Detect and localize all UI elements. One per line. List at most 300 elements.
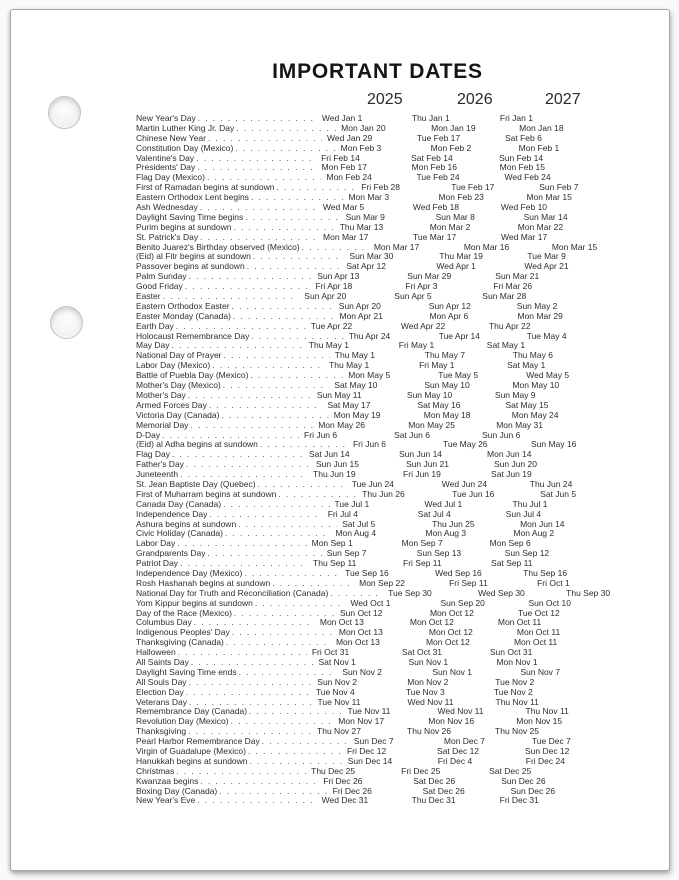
table-row — [136, 589, 619, 599]
holiday-name: All Saints Day — [136, 657, 189, 667]
date-2027: Fri Jan 1 — [499, 114, 533, 123]
date-2027: Sun Feb 7 — [539, 183, 579, 193]
date-2025: Fri Dec 26 — [332, 786, 372, 796]
holiday-name: Ash Wednesday — [136, 203, 198, 213]
date-2027: Mon Oct 11 — [497, 618, 542, 628]
holiday-name: Independence Day — [136, 509, 208, 519]
dot-leader — [188, 391, 312, 401]
dot-leader — [163, 292, 300, 302]
date-2027: Mon Jan 18 — [519, 123, 564, 133]
table-row — [136, 520, 619, 530]
date-2026: Tue Feb 17 — [451, 183, 495, 193]
dot-leader — [260, 440, 348, 450]
table-row — [136, 698, 619, 708]
date-2027: Fri Mar 26 — [493, 282, 533, 292]
date-2027: Mon Jun 14 — [520, 519, 565, 529]
date-2027: Mon Mar 15 — [551, 242, 598, 252]
holiday-name: St. Patrick's Day — [136, 232, 199, 242]
date-2025: Thu Mar 13 — [339, 222, 384, 232]
date-2025: Tue Apr 22 — [310, 321, 353, 331]
table-row — [136, 539, 619, 549]
dot-leader — [232, 302, 334, 312]
dot-leader — [196, 154, 316, 164]
date-2026: Sat Dec 12 — [436, 747, 480, 756]
holiday-name: Juneteenth — [136, 470, 179, 480]
date-2026: Tue Feb 24 — [416, 173, 460, 183]
dot-leader — [278, 490, 357, 500]
date-2026: Mon Oct 12 — [425, 638, 470, 648]
date-2027: Sun Dec 12 — [524, 747, 570, 756]
holiday-name: Eastern Orthodox Easter — [136, 301, 230, 311]
holiday-name: Victoria Day (Canada) — [136, 410, 220, 420]
date-2026: Wed Nov 11 — [437, 707, 484, 717]
date-2026: Sat Oct 31 — [401, 648, 443, 658]
date-2025: Fri Jun 6 — [352, 440, 387, 450]
dot-leader — [226, 638, 331, 648]
date-2025: Sat Apr 12 — [346, 262, 387, 272]
date-2026: Sun Jun 21 — [405, 460, 449, 470]
holiday-name: Virgin of Guadalupe (Mexico) — [136, 747, 246, 756]
dot-leader — [223, 381, 330, 391]
table-row — [136, 361, 619, 371]
date-2025: Thu Sep 11 — [313, 559, 357, 569]
date-2027: Sat May 15 — [505, 400, 549, 410]
date-2025: Fri Feb 14 — [321, 153, 360, 163]
date-2027: Sun Sep 12 — [504, 549, 550, 559]
holiday-name: Labor Day — [136, 539, 176, 549]
date-2026: Sun Nov 1 — [432, 667, 473, 677]
table-row — [136, 114, 619, 124]
date-2026: Mon Mar 2 — [429, 222, 471, 232]
date-2026: Tue Jun 16 — [452, 489, 495, 499]
holiday-name: Earth Day — [136, 321, 174, 331]
date-2027: Tue Nov 2 — [493, 687, 533, 697]
date-2027: Sun Feb 14 — [499, 153, 544, 163]
table-row — [136, 124, 619, 134]
table-row — [136, 737, 619, 747]
holiday-name: Benito Juarez's Birthday observed (Mexico) — [136, 242, 300, 252]
date-2027: Sun May 9 — [494, 390, 536, 400]
date-2025: Wed Oct 1 — [350, 598, 391, 608]
date-2025: Mon Feb 3 — [340, 143, 382, 153]
punch-hole-middle — [50, 306, 83, 339]
table-row — [136, 173, 619, 183]
dot-leader — [244, 569, 340, 579]
date-2026: Fri Dec 25 — [401, 766, 441, 776]
date-2026: Sun Apr 5 — [394, 292, 432, 302]
table-row — [136, 282, 619, 292]
date-2026: Mon Mar 16 — [463, 242, 510, 252]
date-2027: Wed Feb 24 — [504, 173, 551, 183]
table-row — [136, 559, 619, 569]
date-2025: Thu Dec 25 — [311, 766, 356, 776]
date-2026: Mon Feb 2 — [430, 143, 472, 153]
table-row — [136, 391, 619, 401]
date-2027: Mon May 24 — [511, 410, 559, 420]
date-2025: Mon May 26 — [318, 420, 365, 430]
table-row — [136, 609, 619, 619]
table-row — [136, 450, 619, 460]
table-row — [136, 668, 619, 678]
date-2025: Mon Nov 17 — [338, 717, 385, 727]
holiday-name: First of Ramadan begins at sundown — [136, 183, 275, 193]
holiday-name: Yom Kippur begins at sundown — [136, 598, 253, 608]
date-2027: Tue May 4 — [526, 331, 567, 341]
date-2027: Sun Jul 4 — [505, 509, 542, 519]
date-2027: Sun Mar 14 — [523, 212, 568, 222]
table-row — [136, 460, 619, 470]
date-2026: Thu Jun 25 — [432, 519, 475, 529]
table-row — [136, 747, 619, 757]
date-2025: Mon Oct 13 — [338, 628, 383, 638]
date-2026: Sat Jul 4 — [417, 509, 451, 519]
date-2026: Mon Nov 2 — [407, 677, 449, 687]
dot-leader — [258, 480, 347, 490]
date-2027: Thu May 6 — [512, 351, 553, 361]
table-row — [136, 717, 619, 727]
holiday-name: Veterans Day — [136, 697, 188, 707]
date-2026: Fri Apr 3 — [405, 282, 438, 292]
date-2026: Wed Apr 1 — [436, 262, 476, 272]
dot-leader — [194, 618, 315, 628]
dot-leader — [200, 233, 318, 243]
table-row — [136, 381, 619, 391]
dot-leader — [234, 609, 335, 619]
page-title: IMPORTANT DATES — [272, 60, 483, 83]
table-row — [136, 144, 619, 154]
date-2027: Sun Dec 26 — [501, 776, 546, 786]
date-2026: Sat Feb 14 — [411, 153, 453, 163]
date-2027: Sat Jun 5 — [540, 489, 577, 499]
dot-leader — [302, 243, 369, 253]
date-2027: Sat May 1 — [486, 341, 526, 351]
date-2025: Wed Jan 1 — [321, 114, 363, 123]
date-2026: Mon May 25 — [408, 420, 455, 430]
table-row — [136, 796, 619, 806]
date-2027: Sat Jun 19 — [491, 470, 532, 480]
table-row — [136, 322, 619, 332]
date-2026: Thu Nov 26 — [407, 727, 451, 737]
date-2025: Fri Dec 12 — [346, 747, 387, 756]
date-2025: Mon May 19 — [333, 410, 381, 420]
holiday-name: Presidents' Day — [136, 163, 196, 173]
date-2025: Tue Jun 24 — [351, 479, 394, 489]
date-2025: Tue Nov 11 — [347, 707, 391, 717]
dot-leader — [250, 371, 343, 381]
date-2027: Sat Feb 6 — [504, 133, 542, 143]
date-2026: Mon Apr 6 — [429, 311, 469, 321]
holiday-name: Christmas — [136, 766, 175, 776]
date-2026: Sun Sep 20 — [440, 598, 485, 608]
date-2025: Thu May 1 — [308, 341, 349, 351]
date-2025: Mon Oct 13 — [319, 618, 364, 628]
dot-leader — [272, 579, 354, 589]
dot-leader — [176, 767, 306, 777]
date-2025: Sat Nov 1 — [318, 657, 356, 667]
date-2025: Sat May 17 — [327, 400, 371, 410]
date-2027: Mon Oct 11 — [513, 638, 558, 648]
date-2027: Sun Mar 21 — [495, 272, 540, 282]
table-row — [136, 529, 619, 539]
table-row — [136, 767, 619, 777]
date-2027: Tue Dec 7 — [531, 737, 571, 747]
table-row — [136, 549, 619, 559]
holiday-name: Ashura begins at sundown — [136, 519, 237, 529]
date-2026: Sun Sep 13 — [416, 549, 462, 559]
date-2025: Sun Apr 20 — [304, 292, 347, 302]
date-2026: Wed Nov 11 — [407, 697, 454, 707]
date-2025: Mon Apr 21 — [339, 311, 383, 321]
dot-leader — [186, 688, 311, 698]
date-2025: Wed Dec 31 — [321, 796, 369, 806]
holiday-name: Columbus Day — [136, 618, 192, 628]
table-row — [136, 193, 619, 203]
date-2027: Thu Jul 1 — [512, 499, 548, 509]
dot-leader — [209, 401, 323, 411]
dot-leader — [221, 411, 328, 421]
table-row — [136, 579, 619, 589]
holiday-name: Thanksgiving (Canada) — [136, 638, 224, 648]
date-2026: Sun Mar 8 — [435, 212, 475, 222]
table-row — [136, 351, 619, 361]
dot-leader — [233, 312, 335, 322]
date-2025: Mon Feb 24 — [326, 173, 372, 183]
date-2027: Wed Apr 21 — [524, 262, 569, 272]
dot-leader — [219, 787, 327, 797]
table-row — [136, 292, 619, 302]
date-2027: Mon Oct 11 — [516, 628, 561, 638]
date-2027: Fri Oct 1 — [537, 578, 570, 588]
date-2027: Sun Jun 6 — [482, 430, 521, 440]
date-2025: Fri Feb 28 — [361, 183, 400, 193]
date-2027: Sun Oct 10 — [528, 598, 571, 608]
table-row — [136, 707, 619, 717]
dot-leader — [209, 510, 322, 520]
table-row — [136, 332, 619, 342]
holiday-name: Holocaust Remembrance Day — [136, 331, 250, 341]
dot-leader — [236, 124, 336, 134]
holiday-name: Mother's Day (Mexico) — [136, 381, 221, 391]
date-2025: Sun Dec 14 — [347, 756, 393, 766]
table-row — [136, 618, 619, 628]
date-2025: Sun Apr 13 — [317, 272, 360, 282]
date-2026: Mon Feb 16 — [411, 163, 458, 173]
holiday-name: Labor Day (Mexico) — [136, 361, 211, 371]
date-2025: Sun Jun 15 — [315, 460, 359, 470]
table-row — [136, 658, 619, 668]
date-2026: Fri Dec 4 — [437, 756, 473, 766]
dot-leader — [189, 698, 312, 708]
dot-leader — [200, 203, 318, 213]
table-row — [136, 648, 619, 658]
table-row — [136, 233, 619, 243]
holiday-name: Day of the Race (Mexico) — [136, 608, 232, 618]
dot-leader — [245, 213, 340, 223]
table-row — [136, 480, 619, 490]
date-2027: Mon Feb 15 — [499, 163, 546, 173]
date-2026: Wed Sep 30 — [478, 588, 525, 598]
dot-leader — [255, 599, 346, 609]
date-2026: Mon Oct 12 — [429, 608, 474, 618]
date-2027: Thu Jun 24 — [529, 479, 573, 489]
dot-leader — [178, 648, 307, 658]
dot-leader — [231, 717, 334, 727]
table-row — [136, 628, 619, 638]
date-2026: Wed Apr 22 — [400, 321, 446, 331]
table-row — [136, 500, 619, 510]
date-2026: Mon Oct 12 — [409, 618, 454, 628]
date-2025: Sat Jul 5 — [342, 519, 376, 529]
holiday-name: Pearl Harbor Remembrance Day — [136, 737, 260, 747]
holiday-name: May Day — [136, 341, 170, 351]
holiday-name: Armed Forces Day — [136, 400, 207, 410]
date-2025: Sun Sep 7 — [326, 549, 367, 559]
table-row — [136, 757, 619, 767]
table-row — [136, 252, 619, 262]
table-row — [136, 440, 619, 450]
table-row — [136, 341, 619, 351]
dot-leader — [276, 183, 356, 193]
date-2025: Tue Nov 11 — [317, 697, 361, 707]
dot-leader — [197, 163, 316, 173]
table-row — [136, 431, 619, 441]
date-2026: Fri May 1 — [398, 341, 435, 351]
date-2027: Mon Mar 22 — [517, 222, 564, 232]
table-row — [136, 183, 619, 193]
table-row — [136, 490, 619, 500]
holiday-name: All Souls Day — [136, 677, 187, 687]
holiday-name: Eastern Orthodox Lent begins — [136, 193, 249, 203]
date-2027: Sat May 1 — [507, 361, 546, 371]
dot-leader — [190, 421, 313, 431]
date-2026: Tue Feb 17 — [416, 133, 461, 143]
date-2026: Mon May 18 — [423, 410, 471, 420]
date-2027: Fri Dec 31 — [499, 796, 539, 806]
table-row — [136, 470, 619, 480]
date-2027: Sun Jun 20 — [493, 460, 537, 470]
dot-leader — [197, 796, 316, 806]
date-2026: Sat May 16 — [417, 400, 461, 410]
dot-leader — [172, 450, 304, 460]
holiday-name: Election Day — [136, 687, 184, 697]
date-2027: Sun Mar 28 — [482, 292, 527, 302]
holiday-name: Thanksgiving — [136, 727, 187, 737]
dot-leader — [198, 114, 317, 124]
date-2026: Sat Jun 6 — [394, 430, 430, 440]
date-2025: Mon Feb 17 — [321, 163, 368, 173]
dot-leader — [207, 173, 322, 183]
date-2026: Sat Dec 26 — [422, 786, 465, 796]
holiday-name: Indigenous Peoples' Day — [136, 628, 230, 638]
table-row — [136, 401, 619, 411]
holiday-name: Rosh Hashanah begins at sundown — [136, 578, 271, 588]
date-2027: Mon Sep 6 — [489, 539, 531, 549]
table-row — [136, 371, 619, 381]
date-2026: Thu Jan 1 — [411, 114, 450, 123]
holiday-name: Boxing Day (Canada) — [136, 786, 218, 796]
dot-leader — [224, 351, 330, 361]
table-row — [136, 411, 619, 421]
dot-leader — [251, 332, 343, 342]
date-2027: Sun Nov 7 — [520, 667, 561, 677]
date-2025: Wed Jan 29 — [326, 133, 373, 143]
year-header-row — [136, 92, 619, 108]
date-2027: Mon May 31 — [496, 420, 543, 430]
dates-table-body — [136, 114, 619, 806]
holiday-name: Passover begins at sundown — [136, 262, 245, 272]
table-row — [136, 302, 619, 312]
date-2027: Mon May 10 — [512, 381, 560, 391]
date-2027: Thu Sep 30 — [566, 588, 611, 598]
date-2025: Mon Sep 1 — [311, 539, 353, 549]
date-2025: Sat Jun 14 — [309, 450, 350, 460]
table-row — [136, 688, 619, 698]
holiday-name: Hanukkah begins at sundown — [136, 756, 248, 766]
date-2025: Sat May 10 — [334, 381, 378, 391]
date-2025: Fri Apr 18 — [315, 282, 353, 292]
dot-leader — [191, 658, 314, 668]
table-row — [136, 678, 619, 688]
date-2025: Sun Nov 2 — [317, 677, 357, 687]
date-2027: Sat Sep 11 — [491, 559, 533, 569]
holiday-name: Patriot Day — [136, 559, 179, 569]
date-2026: Mon Dec 7 — [443, 737, 485, 747]
date-2025: Thu May 1 — [334, 351, 375, 361]
holiday-name: Flag Day (Mexico) — [136, 173, 205, 183]
date-2027: Thu Sep 16 — [523, 568, 568, 578]
holiday-name: Revolution Day (Mexico) — [136, 717, 229, 727]
date-2026: Mon Nov 16 — [428, 717, 475, 727]
holiday-name: Palm Sunday — [136, 272, 187, 282]
date-2025: Mon Mar 17 — [373, 242, 420, 252]
date-2027: Mon Nov 1 — [496, 657, 538, 667]
date-2027: Wed Feb 10 — [500, 203, 548, 213]
date-2025: Thu Jun 19 — [313, 470, 356, 480]
date-2027: Thu Nov 11 — [525, 707, 569, 717]
date-2026: Tue Apr 14 — [438, 331, 480, 341]
date-2026: Sun Apr 12 — [428, 301, 471, 311]
date-2027: Tue Oct 12 — [517, 608, 560, 618]
table-row — [136, 262, 619, 272]
dot-leader — [172, 341, 304, 351]
dot-leader — [248, 747, 342, 757]
dot-leader — [262, 737, 349, 747]
date-2026: Tue Mar 17 — [413, 232, 457, 242]
date-2026: Sun Nov 1 — [408, 657, 449, 667]
holiday-name: Daylight Saving Time ends — [136, 667, 237, 677]
holiday-name: Valentine's Day — [136, 153, 195, 163]
dot-leader — [185, 282, 311, 292]
date-2025: Thu Nov 27 — [317, 727, 361, 737]
date-2027: Tue Nov 2 — [495, 677, 535, 687]
date-2026: Wed Sep 16 — [435, 568, 482, 578]
date-2026: Mon Sep 7 — [401, 539, 443, 549]
date-2025: Mon Mar 3 — [348, 193, 390, 203]
holiday-name: Easter — [136, 292, 161, 302]
table-row — [136, 599, 619, 609]
date-2027: Mon Nov 15 — [516, 717, 563, 727]
dot-leader — [176, 322, 306, 332]
holiday-name: Flag Day — [136, 450, 171, 460]
date-2026: Wed Jul 1 — [424, 499, 463, 509]
date-2026: Fri Jun 19 — [403, 470, 441, 480]
holiday-name: (Eid) al Adha begins at sundown — [136, 440, 258, 450]
date-2025: Tue Jul 1 — [334, 499, 370, 509]
dot-leader — [233, 223, 334, 233]
date-2027: Thu Nov 25 — [495, 727, 539, 737]
dot-leader — [162, 431, 299, 441]
date-2027: Mon Jun 14 — [487, 450, 532, 460]
